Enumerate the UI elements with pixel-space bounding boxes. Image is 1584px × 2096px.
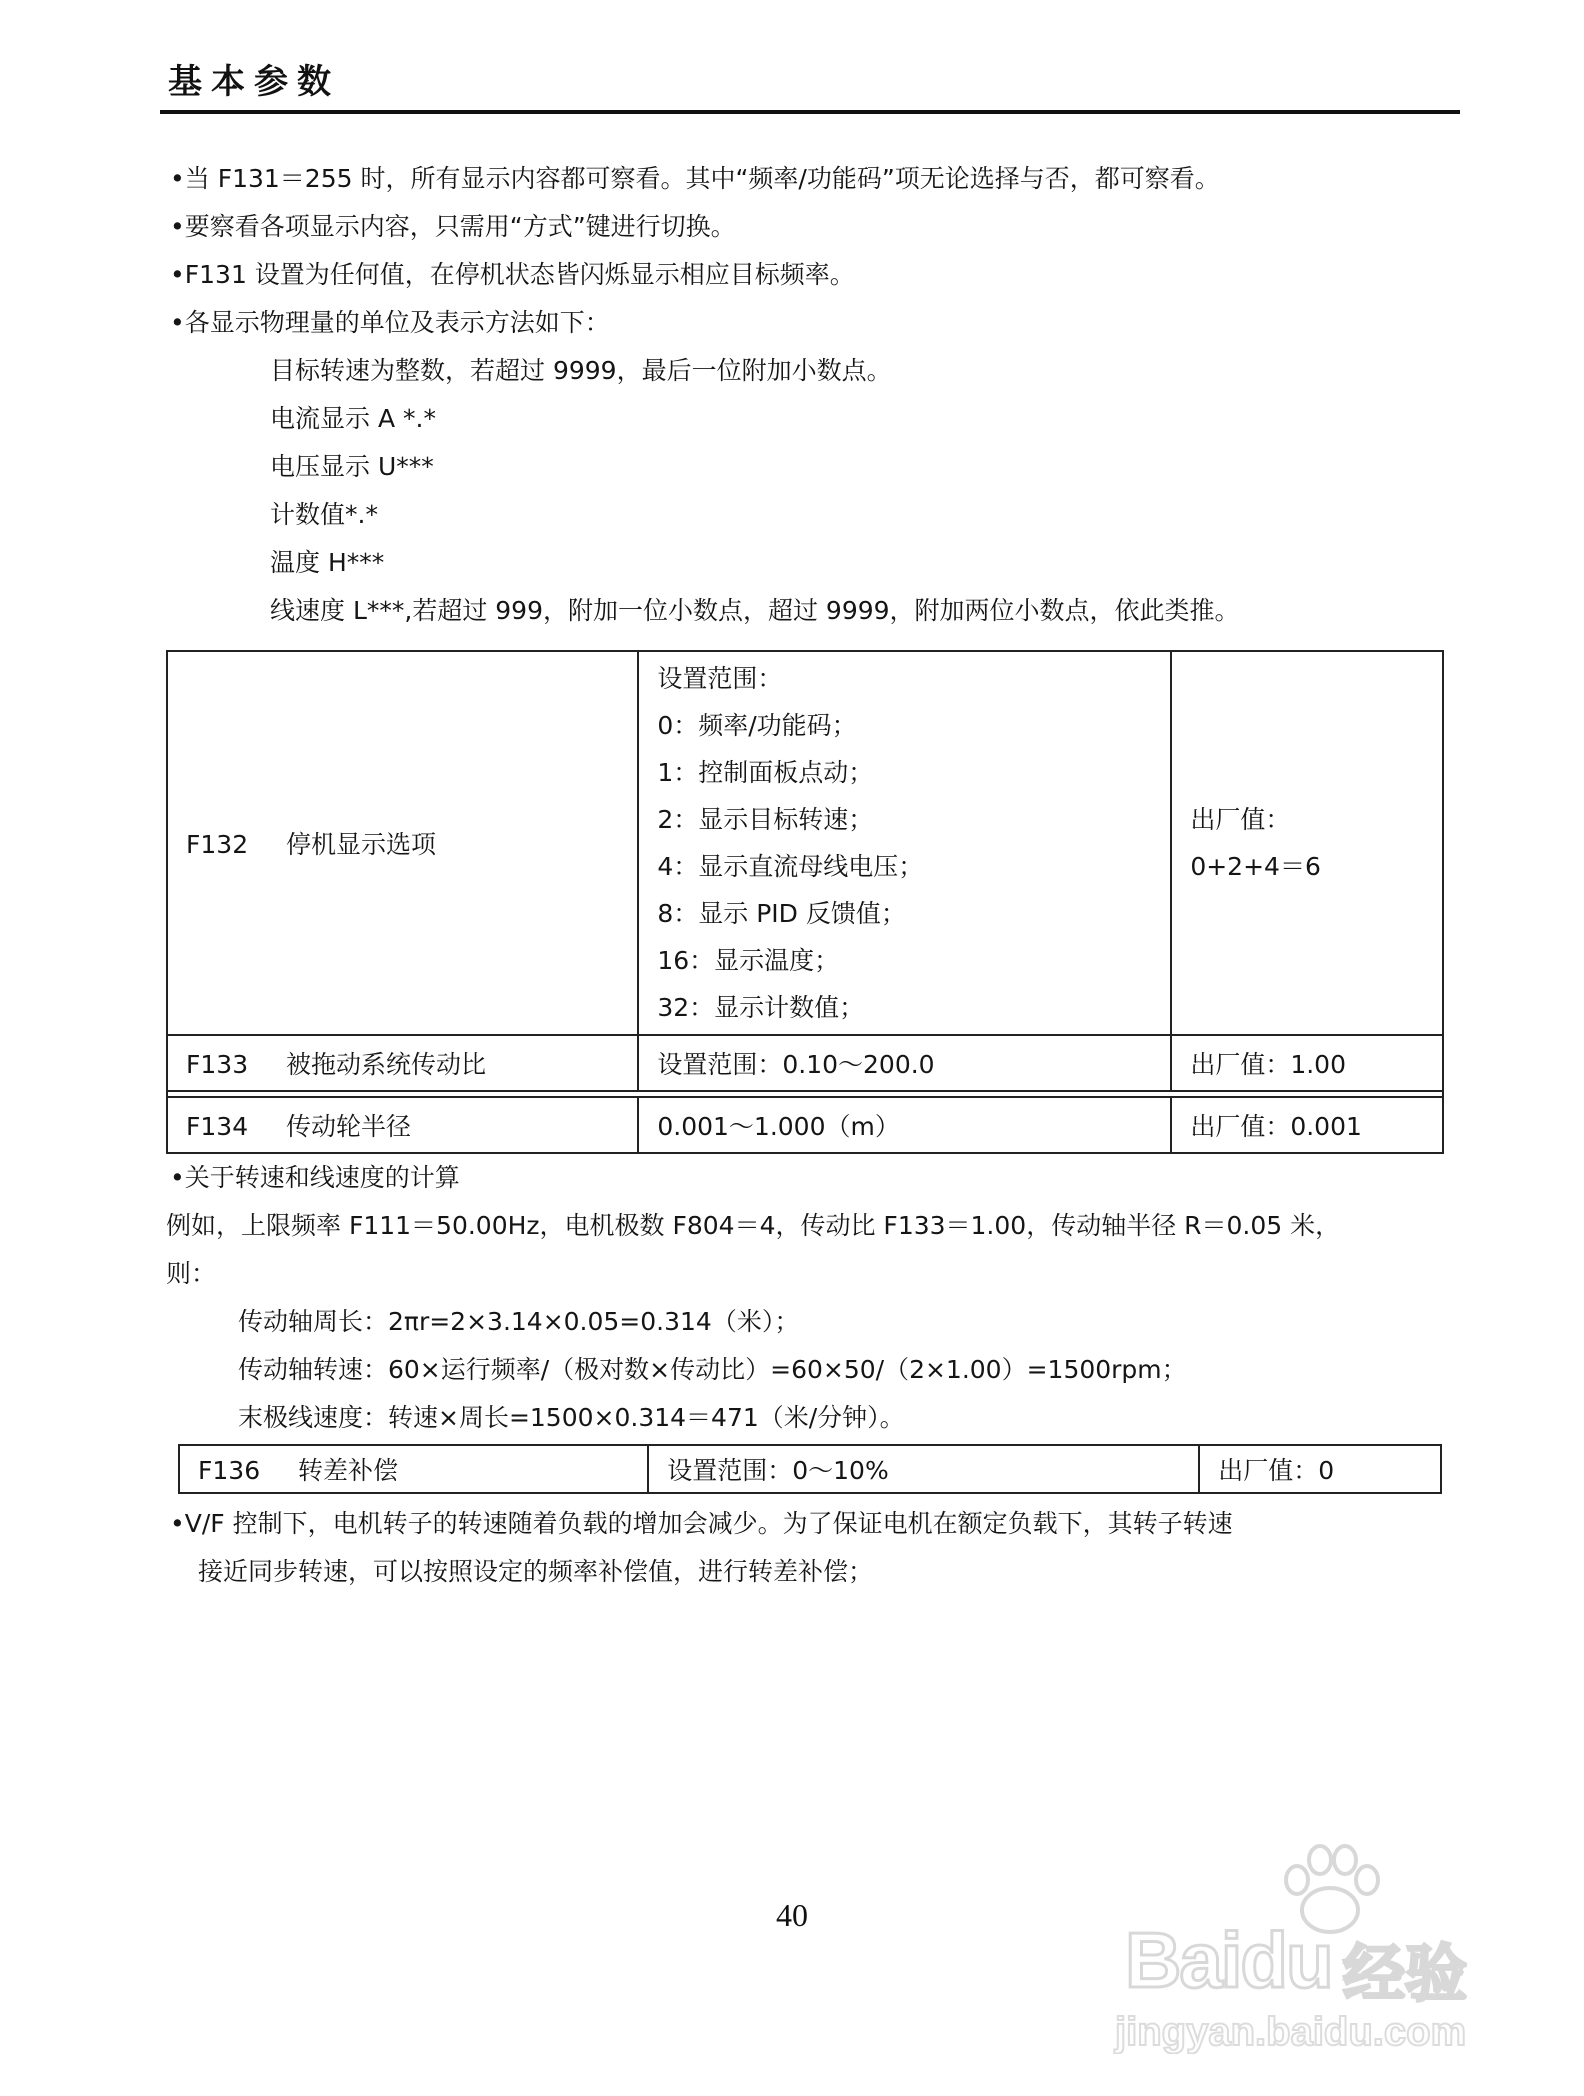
unit-line-voltage: 电压显示 U***	[270, 452, 434, 481]
note-line-2: 接近同步转速，可以按照设定的频率补偿值，进行转差补偿；	[198, 1557, 874, 1586]
table-row-f134	[167, 1097, 1443, 1153]
unit-line-speed: 目标转速为整数，若超过 9999，最后一位附加小数点。	[270, 356, 892, 385]
page-header-title: 基本参数	[168, 62, 340, 102]
f136-name: 转差补偿	[298, 1456, 399, 1485]
f136-default: 出厂值：0	[1199, 1445, 1441, 1493]
f132-range-item: 8：显示 PID 反馈值；	[657, 899, 906, 928]
f132-code: F132	[186, 830, 249, 859]
f132-name-cell	[167, 651, 638, 1035]
bullet-line-1: •当 F131＝255 时，所有显示内容都可察看。其中“频率/功能码”项无论选择与否，都可察看。	[170, 164, 1220, 193]
f133-range: 设置范围：0.10～200.0	[638, 1035, 1171, 1091]
f132-range-item: 16：显示温度；	[657, 946, 840, 975]
f134-name: 传动轮半径	[286, 1112, 412, 1141]
f132-range-item: 2：显示目标转速；	[657, 805, 874, 834]
unit-line-count: 计数值*.*	[270, 500, 378, 529]
f132-range-cell	[638, 651, 1171, 1035]
calc-line-speed: 末极线速度：转速×周长=1500×0.314＝471（米/分钟）。	[238, 1403, 905, 1432]
calc-shaft-speed: 传动轴转速：60×运行频率/（极对数×传动比）=60×50/（2×1.00）=1500rpm；	[238, 1355, 1187, 1384]
table-row-f136	[179, 1445, 1441, 1493]
param-table-f136	[178, 1444, 1442, 1494]
page-number: 40	[776, 1897, 808, 1933]
note-line-1: •V/F 控制下，电机转子的转速随着负载的增加会减少。为了保证电机在额定负载下，其转子转速	[170, 1509, 1233, 1538]
unit-line-current: 电流显示 A *.*	[270, 404, 436, 433]
f134-name-cell	[167, 1097, 638, 1153]
f136-name-cell	[179, 1445, 648, 1493]
baidu-watermark	[1115, 1840, 1475, 2070]
f136-range: 设置范围：0～10%	[648, 1445, 1199, 1493]
f133-name: 被拖动系统传动比	[286, 1050, 487, 1079]
watermark-brand: Baidu	[1125, 1916, 1332, 2004]
f133-default: 出厂值：1.00	[1171, 1035, 1443, 1091]
bullet-line-2: •要察看各项显示内容，只需用“方式”键进行切换。	[170, 212, 736, 241]
f132-default-label: 出厂值：	[1190, 805, 1291, 834]
watermark-url: jingyan.baidu.com	[1115, 2010, 1467, 2054]
f132-default-value: 0+2+4＝6	[1190, 852, 1321, 881]
f132-range-item: 0：频率/功能码；	[657, 711, 857, 740]
f133-code: F133	[186, 1050, 249, 1079]
f132-range-item: 1：控制面板点动；	[657, 758, 874, 787]
table-row-f133	[167, 1035, 1443, 1091]
watermark-cn: 经验	[1343, 1937, 1468, 2010]
unit-line-temperature: 温度 H***	[270, 548, 385, 577]
param-table-f132-f134	[166, 650, 1444, 1154]
f134-range: 0.001～1.000（m）	[638, 1097, 1171, 1153]
f134-code: F134	[186, 1112, 249, 1141]
calc-example-line-2: 则：	[166, 1259, 217, 1288]
f136-code: F136	[198, 1456, 261, 1485]
calc-example-line-1: 例如，上限频率 F111＝50.00Hz，电机极数 F804＝4，传动比 F133＝1.00，传动轴半径 R＝0.05 米，	[166, 1211, 1341, 1240]
unit-line-linespeed: 线速度 L***,若超过 999，附加一位小数点，超过 9999，附加两位小数点，依此类推。	[270, 596, 1240, 625]
calc-circumference: 传动轴周长：2πr=2×3.14×0.05=0.314（米）；	[238, 1307, 800, 1336]
f132-default-cell	[1171, 651, 1443, 1035]
bullet-line-3: •F131 设置为任何值，在停机状态皆闪烁显示相应目标频率。	[170, 260, 855, 289]
f133-name-cell	[167, 1035, 638, 1091]
calc-heading: •关于转速和线速度的计算	[170, 1163, 460, 1192]
header-divider	[160, 110, 1460, 114]
f132-range-item: 32：显示计数值；	[657, 993, 865, 1022]
bullet-line-4: •各显示物理量的单位及表示方法如下：	[170, 308, 610, 337]
f134-default: 出厂值：0.001	[1171, 1097, 1443, 1153]
f132-range-item: 设置范围：	[657, 664, 783, 693]
f132-range-item: 4：显示直流母线电压；	[657, 852, 924, 881]
f132-name: 停机显示选项	[286, 830, 437, 859]
table-row-f132	[167, 651, 1443, 1035]
